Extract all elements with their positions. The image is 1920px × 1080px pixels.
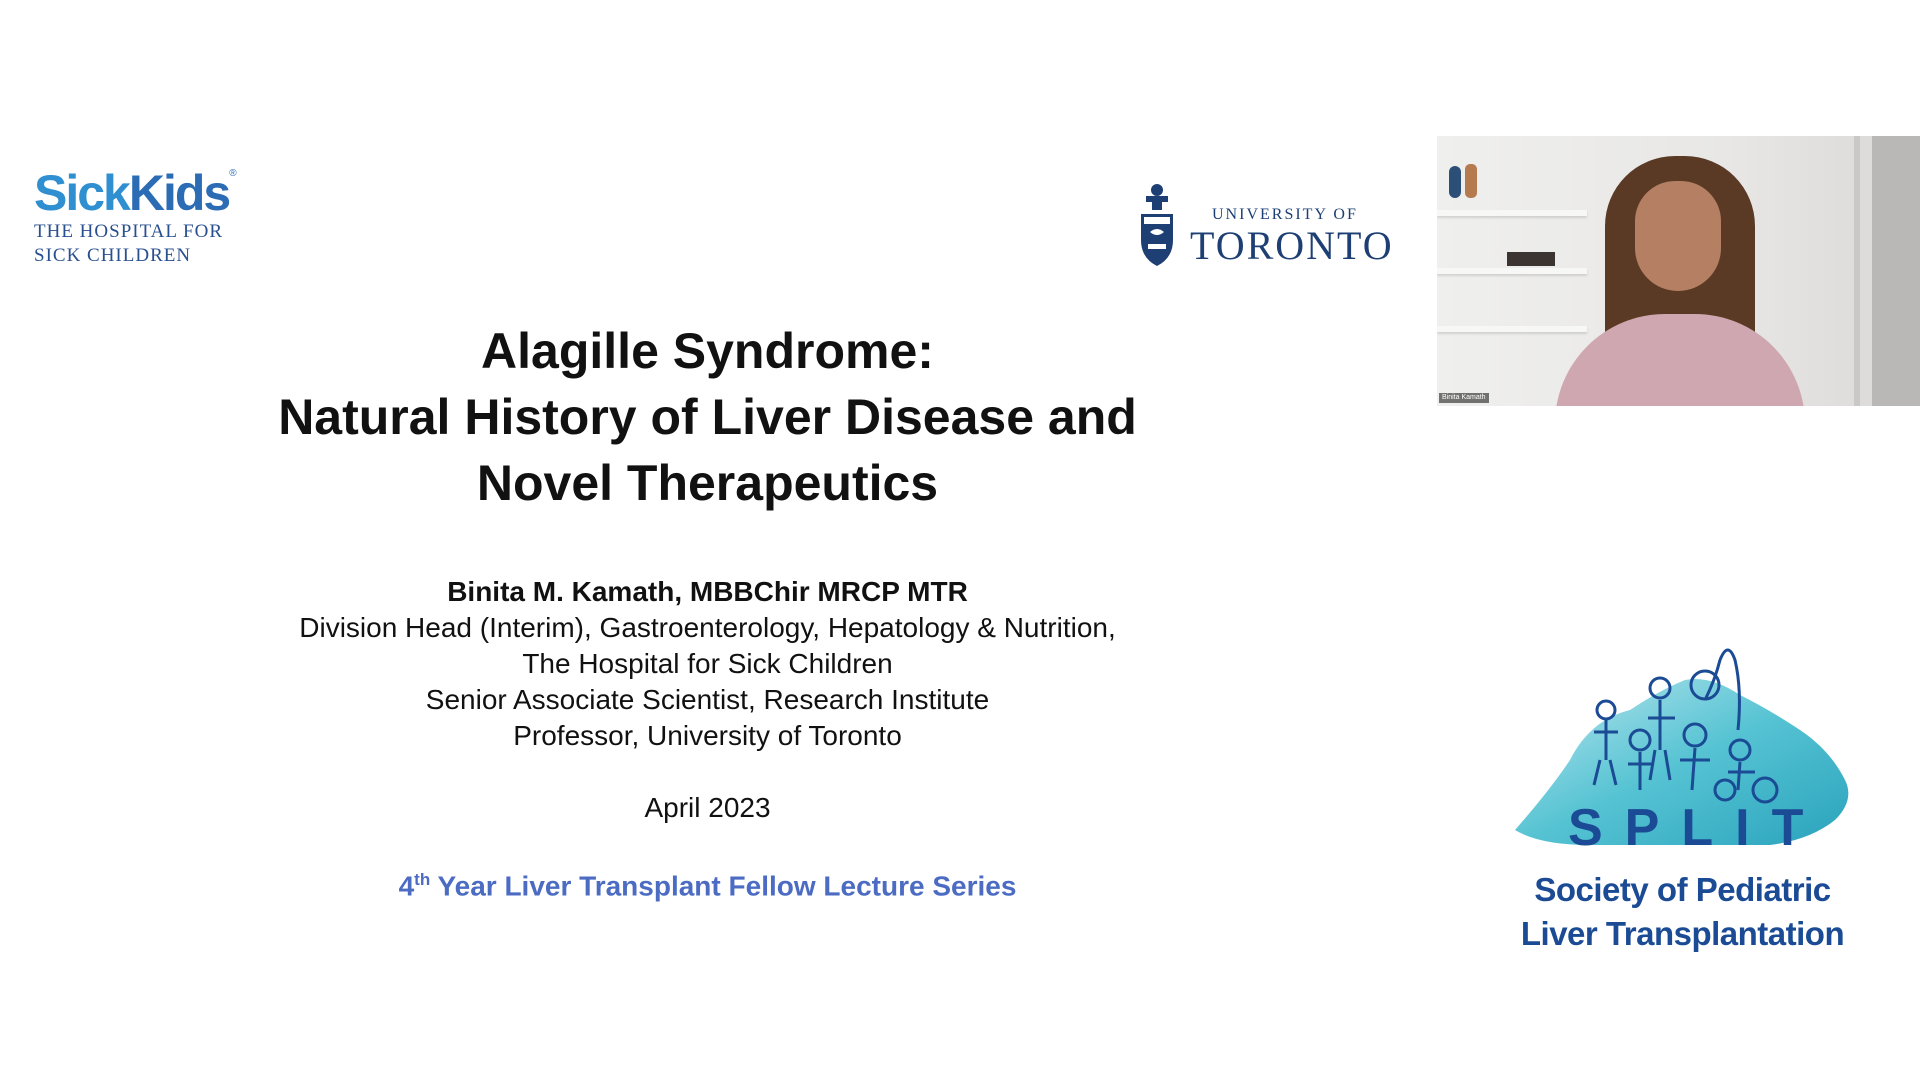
sickkids-logo-word-sick: Sick (34, 165, 129, 221)
affiliation-line: Professor, University of Toronto (513, 720, 902, 751)
video-vase (1449, 166, 1461, 198)
participant-face (1635, 181, 1721, 291)
split-name-line2: Liver Transplantation (1520, 915, 1845, 952)
uoft-logo-line1: UNIVERSITY OF (1212, 206, 1358, 223)
author-name: Binita M. Kamath, MBBChir MRCP MTR (447, 576, 968, 607)
series-title: Year Liver Transplant Fellow Lecture Series (430, 870, 1017, 902)
split-logo (1510, 640, 1855, 960)
video-shelf (1437, 210, 1587, 216)
split-name-line1: Society of Pediatric (1534, 871, 1831, 908)
slide-title-line: Natural History of Liver Disease and (278, 389, 1137, 445)
affiliation-line: Division Head (Interim), Gastroenterology, Hepatology & Nutrition, (299, 612, 1116, 643)
split-acronym: SPLIT (1568, 799, 1826, 857)
author-block (170, 574, 1245, 754)
video-vase (1465, 164, 1477, 198)
slide-title (170, 318, 1245, 516)
affiliation-line: Senior Associate Scientist, Research Institute (425, 684, 990, 715)
presentation-date: April 2023 (644, 792, 771, 823)
video-door-frame (1854, 136, 1860, 406)
video-shelf (1437, 326, 1587, 332)
lecture-series (170, 862, 1245, 904)
series-ordinal-suffix: th (414, 870, 431, 889)
participant-video-tile[interactable] (1437, 136, 1920, 406)
split-name (1510, 868, 1855, 956)
registered-mark: ® (229, 168, 237, 179)
video-shelf (1437, 268, 1587, 274)
uoft-crest-icon (1138, 182, 1176, 268)
sickkids-logo (34, 165, 294, 268)
slide-title-line: Alagille Syndrome: (481, 323, 934, 379)
uoft-logo-line2: TORONTO (1190, 223, 1394, 268)
sickkids-logo-subtitle-line1: THE HOSPITAL FOR (34, 221, 224, 242)
video-door-edge (1872, 136, 1920, 406)
affiliation-line: The Hospital for Sick Children (522, 648, 893, 679)
series-number: 4 (398, 870, 415, 902)
sickkids-logo-subtitle-line2: SICK CHILDREN (34, 245, 192, 266)
slide-title-line: Novel Therapeutics (476, 455, 939, 511)
sickkids-logo-word-kids: Kids (128, 165, 230, 221)
university-of-toronto-logo (1138, 178, 1398, 274)
video-books (1507, 252, 1555, 266)
participant-name-label: Binita Kamath (1439, 393, 1489, 403)
